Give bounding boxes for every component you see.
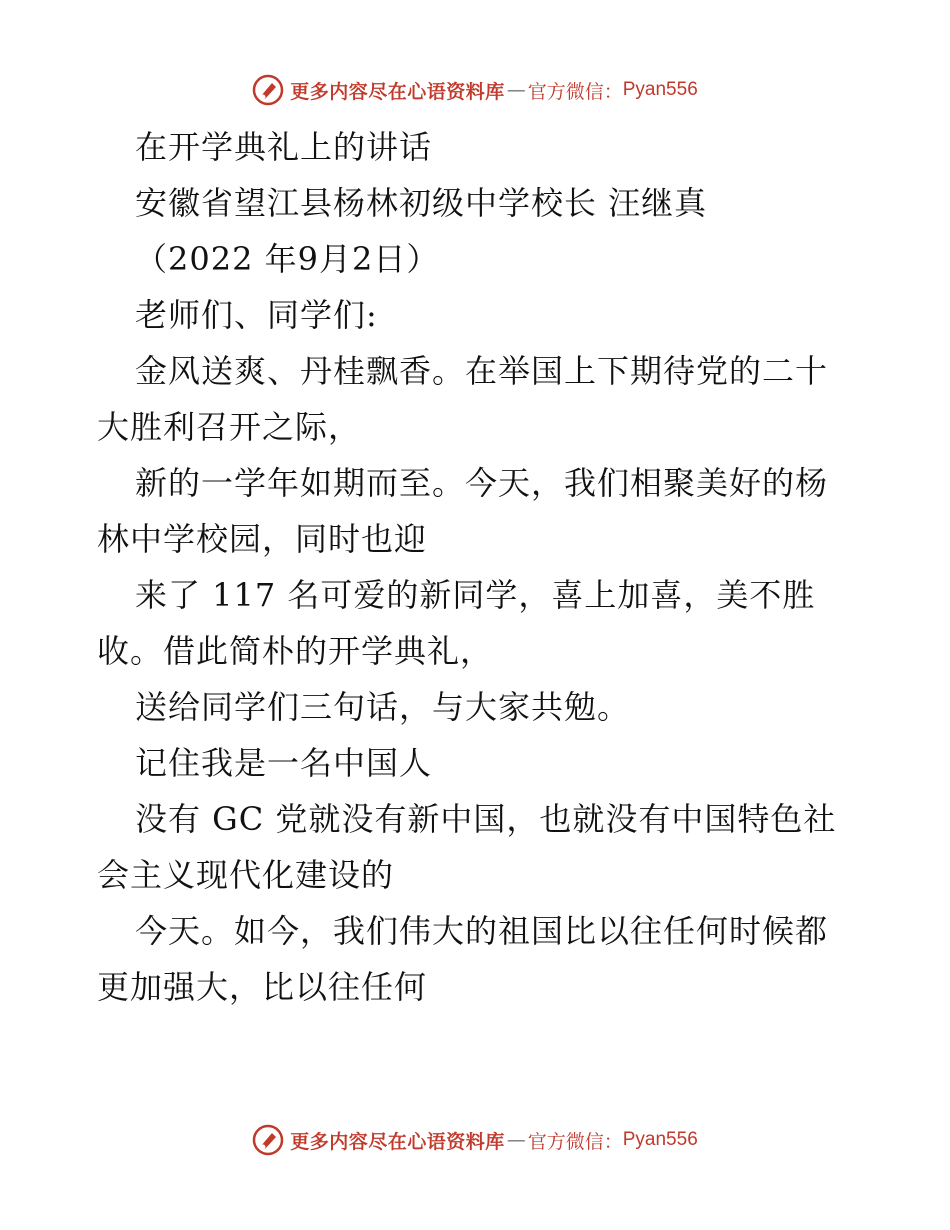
banner-brand-text: 更多内容尽在心语资料库 xyxy=(290,1130,505,1153)
paragraph-line: 新的一学年如期而至。今天，我们相聚美好的杨 xyxy=(135,464,829,502)
brand-logo-icon xyxy=(252,74,284,106)
document-date: （2022 年9月2日） xyxy=(135,240,440,278)
document-author: 安徽省望江县杨林初级中学校长 汪继真 xyxy=(135,184,708,222)
document-title: 在开学典礼上的讲话 xyxy=(135,128,433,166)
banner-separator: — xyxy=(506,79,526,101)
section-heading: 记住我是一名中国人 xyxy=(135,744,433,782)
header-watermark-banner xyxy=(0,70,950,110)
banner-brand-text: 更多内容尽在心语资料库 xyxy=(290,80,505,103)
paragraph-line: 更加强大，比以往任何 xyxy=(97,968,428,1006)
paragraph-line: 没有 GC 党就没有新中国，也就没有中国特色社 xyxy=(135,800,837,838)
paragraph-line: 大胜利召开之际， xyxy=(97,408,362,446)
paragraph-line: 林中学校园，同时也迎 xyxy=(97,520,428,558)
banner-wechat-label: 官方微信： xyxy=(527,80,623,103)
banner-separator: — xyxy=(506,1129,526,1151)
banner-wechat-id: Pyan556 xyxy=(622,1129,698,1150)
paragraph-line: 送给同学们三句话，与大家共勉。 xyxy=(135,688,631,726)
document-salutation: 老师们、同学们: xyxy=(135,296,378,334)
banner-wechat-label: 官方微信： xyxy=(527,1130,623,1153)
brand-logo-icon xyxy=(252,1124,284,1156)
paragraph-line: 今天。如今，我们伟大的祖国比以往任何时候都 xyxy=(135,912,829,950)
paragraph-line: 来了 117 名可爱的新同学，喜上加喜，美不胜 xyxy=(135,576,816,614)
paragraph-line: 收。借此简朴的开学典礼， xyxy=(97,632,494,670)
paragraph-line: 金风送爽、丹桂飘香。在举国上下期待党的二十 xyxy=(135,352,829,390)
paragraph-line: 会主义现代化建设的 xyxy=(97,856,395,894)
document-body xyxy=(97,119,857,1015)
footer-watermark-banner xyxy=(0,1120,950,1160)
banner-wechat-id: Pyan556 xyxy=(622,79,698,100)
